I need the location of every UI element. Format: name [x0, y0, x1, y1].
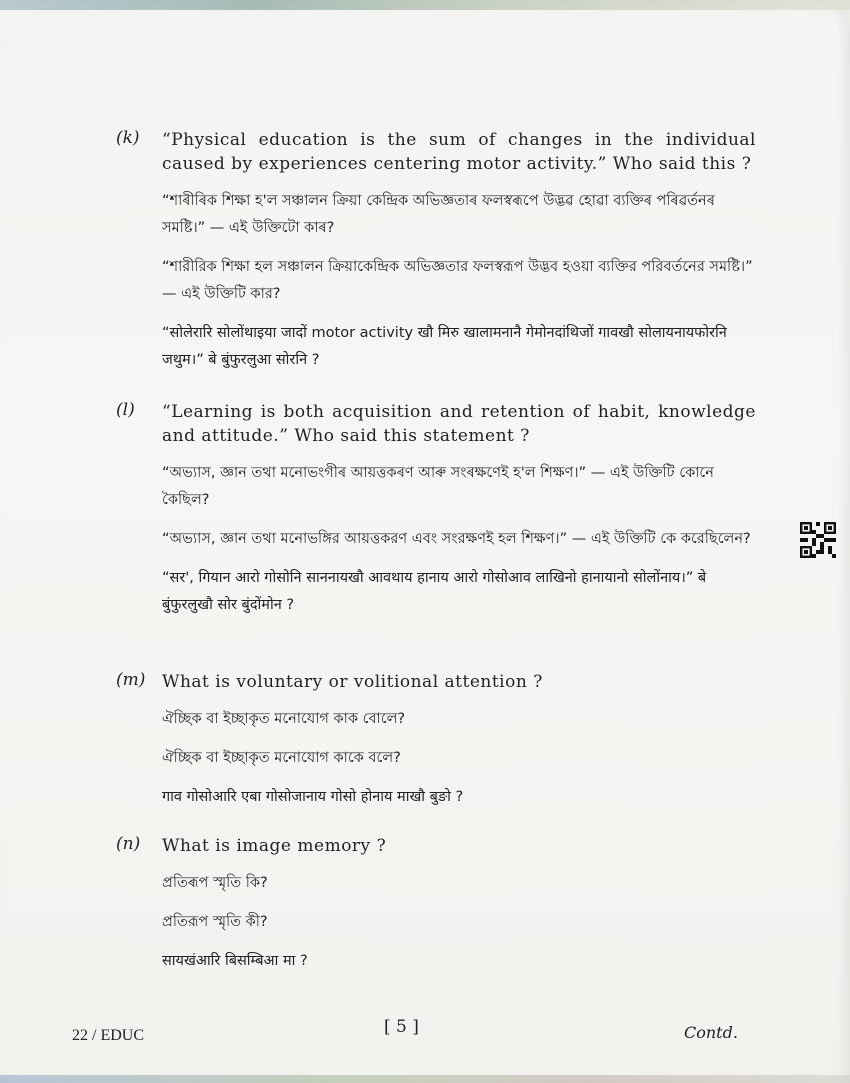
question-english: “Physical education is the sum of changes in the individual caused by experiences centering motor activity.” Who said this ? — [162, 130, 756, 174]
question-english: What is image memory ? — [162, 836, 387, 856]
qr-code-icon — [800, 522, 836, 558]
question-label: (m) — [116, 670, 146, 690]
question-bengali: প্রতিরূপ স্মৃতি কী? — [162, 914, 268, 930]
question-l — [116, 400, 756, 619]
question-english: “Learning is both acquisition and retention of habit, knowledge and attitude.” Who said this statement ? — [162, 402, 756, 446]
question-bodo: “सर', गियान आरो गोसोनि साननायखौ आवथाय हानाय आरो गोसोआव लाखिनो हानायानो सोलोंनाय।” बे बुंफुरलुखौ सोर बुंदोंमोन ? — [162, 570, 707, 613]
question-assamese: ঐচ্ছিক বা ইচ্ছাকৃত মনোযোগ কাক বোলে? — [162, 711, 406, 727]
question-k — [116, 128, 756, 374]
question-assamese: “অভ্যাস, জ্ঞান তথা মনোভংগীৰ আয়ত্তকৰণ আৰু সংৰক্ষণেই হ'ল শিক্ষণ।” — এই উক্তিটি কোনে কৈছিল? — [162, 465, 714, 508]
page-number: [ 5 ] — [384, 1017, 419, 1037]
page-top-edge — [0, 0, 850, 10]
question-bodo: “सोलेरारि सोलोंथाइया जादों motor activity खौ मिरु खालामनानै गेमोनदांथिजों गावखौ सोलायनायफोरनि जथुम।” बे बुंफुरलुआ सोरनि ? — [162, 325, 727, 368]
question-bodo: गाव गोसोआरि एबा गोसोजानाय गोसो होनाय माखौ बुङो ? — [162, 789, 464, 805]
page-bottom-edge — [0, 1075, 850, 1083]
question-m — [116, 670, 756, 811]
question-bengali: ঐচ্ছিক বা ইচ্ছাকৃত মনোযোগ কাকে বলে? — [162, 750, 401, 766]
question-bengali: “অভ্যাস, জ্ঞান তথা মনোভঙ্গির আয়ত্তকরণ এবং সংরক্ষণই হল শিক্ষণ।” — এই উক্তিটি কে করেছিলেন? — [162, 531, 751, 547]
question-n — [116, 834, 756, 975]
question-english: What is voluntary or volitional attention ? — [162, 672, 543, 692]
question-label: (n) — [116, 834, 141, 854]
question-assamese: প্রতিৰূপ স্মৃতি কি? — [162, 875, 268, 891]
question-bengali: “শারীরিক শিক্ষা হল সঞ্চালন ক্রিয়াকেন্দ্রিক অভিজ্ঞতার ফলস্বরূপ উদ্ভব হওয়া ব্যক্তির পরিবর্তনের সমষ্টি।” — এই উক্তিটি কার? — [162, 259, 753, 302]
question-label: (l) — [116, 400, 135, 420]
question-bodo: सायखंआरि बिसम्बिआ मा ? — [162, 953, 308, 969]
question-label: (k) — [116, 128, 140, 148]
continued-label: Contd. — [684, 1023, 738, 1042]
paper-code: 22 / EDUC — [72, 1027, 144, 1044]
question-assamese: “শাৰীৰিক শিক্ষা হ'ল সঞ্চালন ক্রিয়া কেন্দ্রিক অভিজ্ঞতাৰ ফলস্বৰূপে উদ্ভৱ হোৱা ব্যক্তিৰ পৰিৱৰ্তনৰ সমষ্টি।” — এই উক্তিটো কাৰ? — [162, 193, 715, 236]
